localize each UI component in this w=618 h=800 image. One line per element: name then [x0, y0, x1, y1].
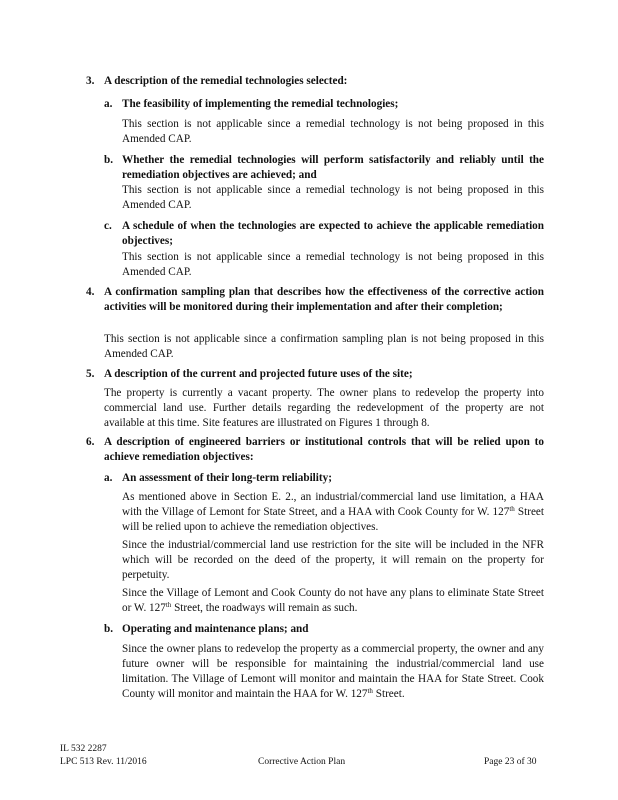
item-6-heading: A description of engineered barriers or institutional controls that will be relied upon to achieve remediation objectives: — [104, 436, 544, 463]
item-3c-heading: A schedule of when the technologies are expected to achieve the applicable remediation objectives; — [122, 220, 544, 247]
footer-page-number: Page 23 of 30 — [484, 757, 537, 767]
item-5-number: 5. — [86, 368, 95, 380]
footer-site-id: IL 532 2287 — [60, 744, 107, 754]
item-3-heading: A description of the remedial technologies selected: — [104, 75, 348, 87]
item-6b-paragraph-1: Since the owner plans to redevelop the property as a commercial property, the owner and any future owner will be responsible for maintaining the industrial/commercial land use limitation. The Village of Lemont will monitor and maintain the HAA for State Street. Cook County will monitor and maintain the HAA for W. 127th Street. — [122, 643, 544, 700]
item-3c-label: c. — [104, 220, 112, 232]
item-6b-label: b. — [104, 623, 114, 635]
item-6a-paragraph-1: As mentioned above in Section E. 2., an industrial/commercial land use limitation, a HAA with the Village of Lemont for State Street, and a HAA with Cook County for W. 127th Street will be relied upon to achieve the remediation objectives. — [122, 491, 544, 533]
item-3-number: 3. — [86, 75, 95, 87]
item-5-heading: A description of the current and projected future uses of the site; — [104, 368, 413, 380]
item-3a-body: This section is not applicable since a remedial technology is not being proposed in this Amended CAP. — [122, 118, 544, 145]
item-4-heading: A confirmation sampling plan that describes how the effectiveness of the corrective action activities will be monitored during their implementation and after their completion; — [104, 286, 544, 313]
item-3b-label: b. — [104, 154, 114, 166]
item-6a-label: a. — [104, 472, 113, 484]
item-3a-label: a. — [104, 98, 113, 110]
item-6b-heading: Operating and maintenance plans; and — [122, 623, 309, 635]
item-6a-paragraph-3: Since the Village of Lemont and Cook County do not have any plans to eliminate State Street or W. 127th Street, the roadways will remain as such. — [122, 587, 544, 614]
item-6a-heading: An assessment of their long-term reliability; — [122, 472, 332, 484]
item-3c-body: This section is not applicable since a remedial technology is not being proposed in this Amended CAP. — [122, 251, 544, 278]
footer-document-title: Corrective Action Plan — [258, 757, 346, 767]
footer-form-number: LPC 513 Rev. 11/2016 — [60, 757, 147, 767]
item-3a-heading: The feasibility of implementing the remedial technologies; — [122, 98, 399, 110]
item-6a-paragraph-2: Since the industrial/commercial land use restriction for the site will be included in the NFR which will be recorded on the deed of the property, it will remain on the property for perpetuity. — [122, 539, 544, 581]
item-4-body: This section is not applicable since a confirmation sampling plan is not being proposed in this Amended CAP. — [104, 333, 544, 360]
item-3b-heading: Whether the remedial technologies will perform satisfactorily and reliably until the remediation objectives are achieved; and — [122, 154, 544, 181]
item-3b-body: This section is not applicable since a remedial technology is not being proposed in this Amended CAP. — [122, 184, 544, 211]
item-5-body: The property is currently a vacant property. The owner plans to redevelop the property into commercial land use. Further details regarding the redevelopment of the property are not available at this time. Site features are illustrated on Figures 1 through 8. — [104, 387, 544, 429]
item-6-number: 6. — [86, 436, 95, 448]
item-4-number: 4. — [86, 286, 95, 298]
